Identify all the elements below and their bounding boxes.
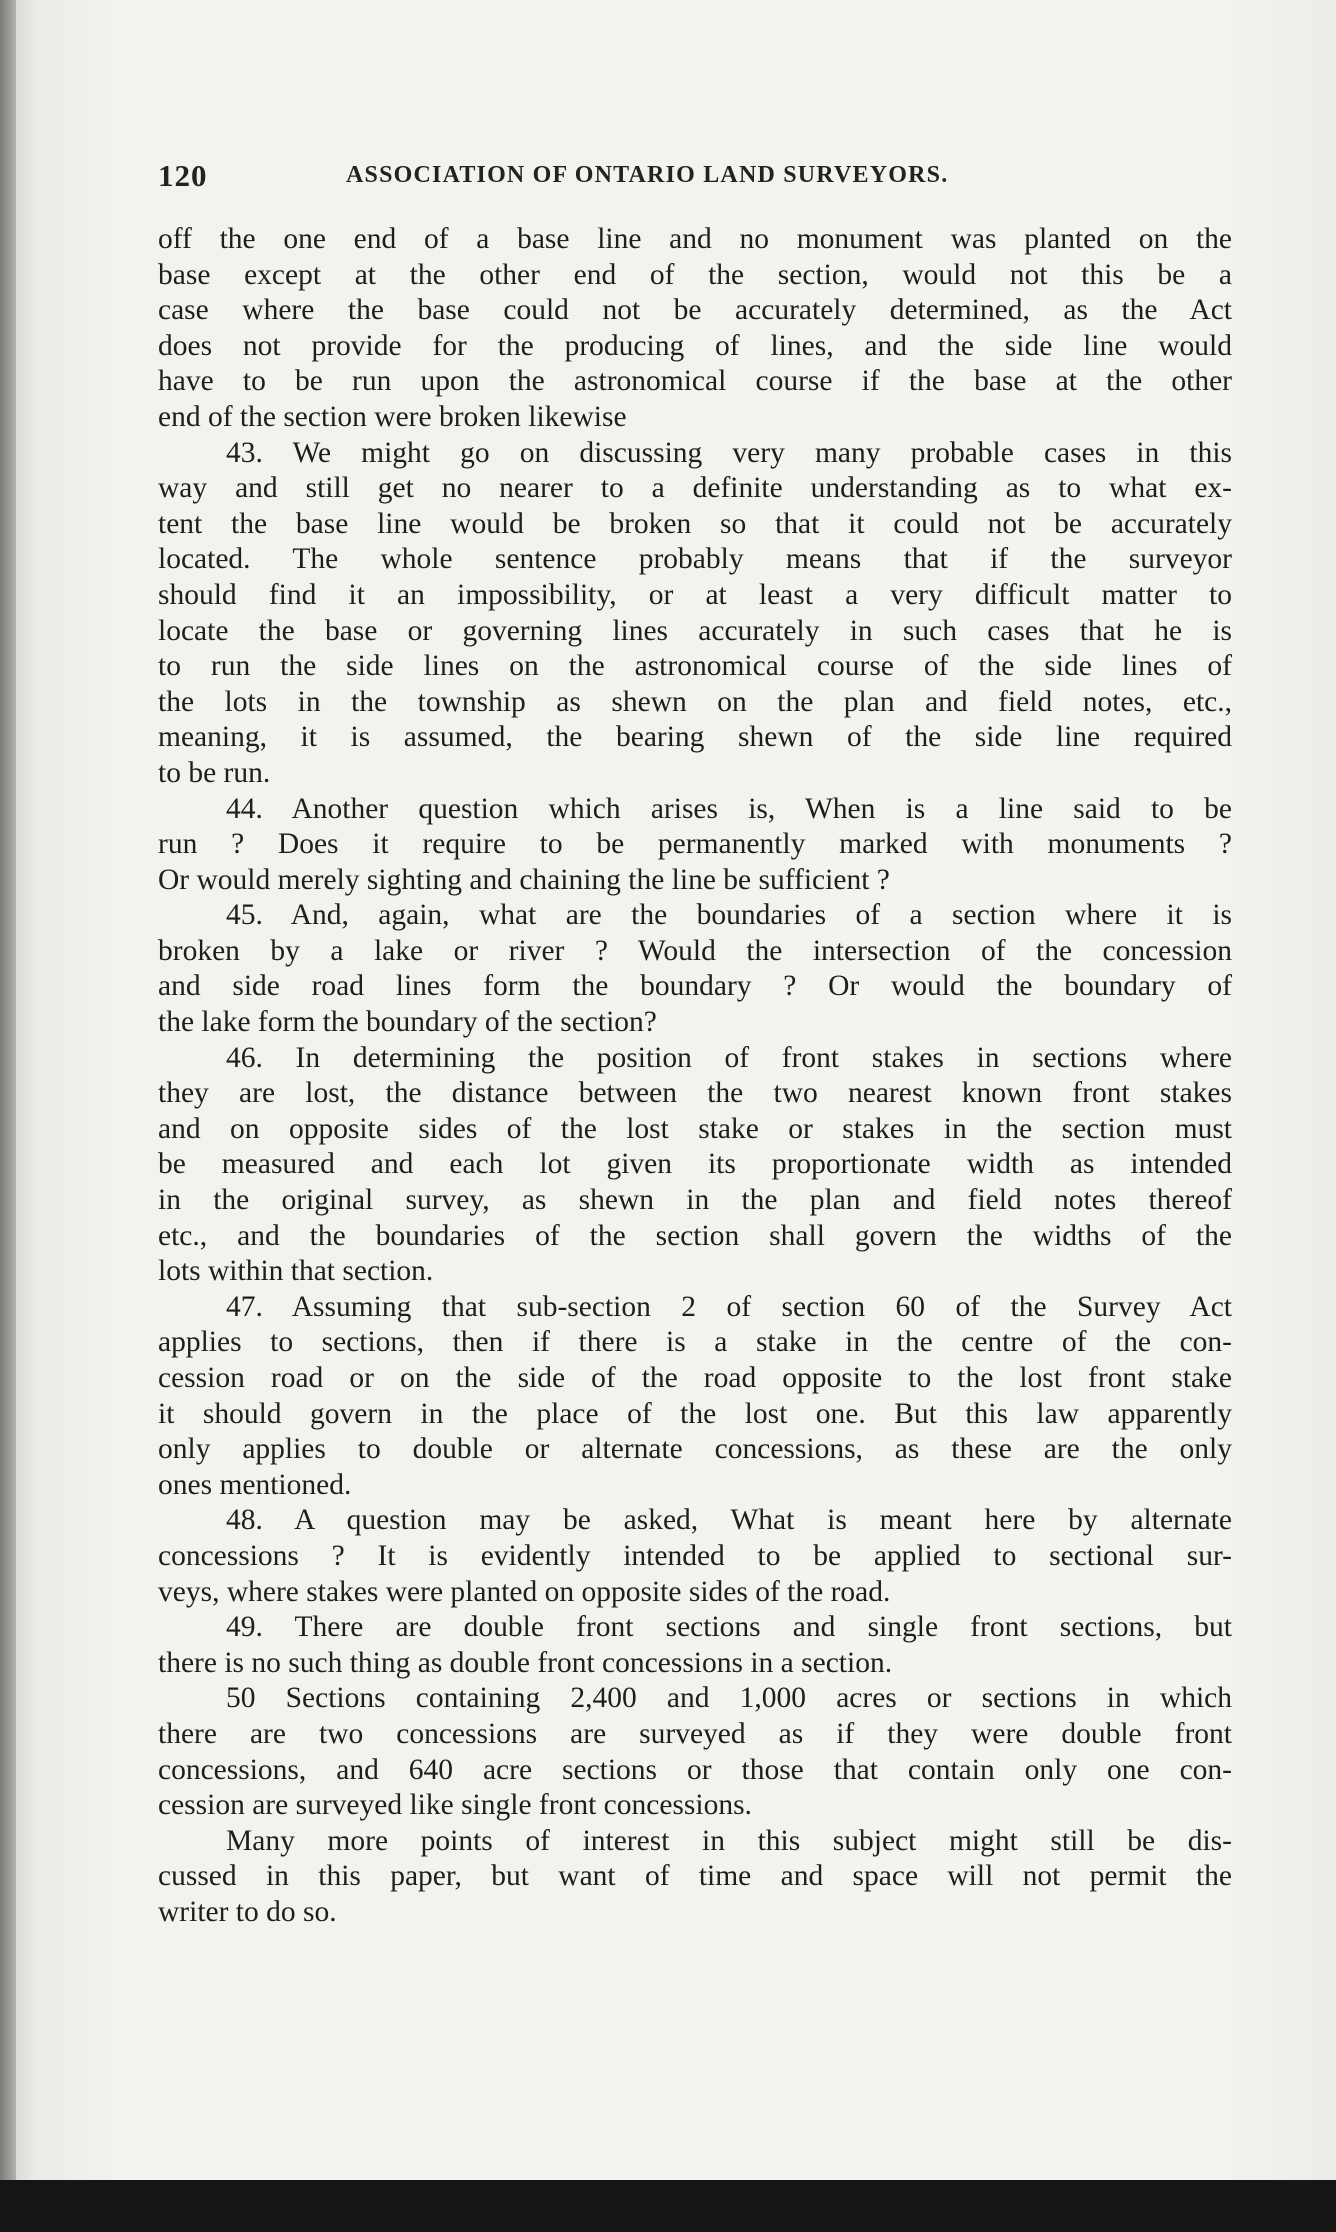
text-line: cession road or on the side of the road opposite to the lost front stake — [158, 1362, 1232, 1394]
text-line: concessions ? It is evidently intended to be applied to sectional sur- — [158, 1539, 1232, 1572]
text-line: tent the base line would be broken so that it could not be accurately — [158, 507, 1232, 540]
text-line: broken by a lake or river ? Would the intersection of the concession — [158, 934, 1232, 967]
text-line: case where the base could not be accurately determined, as the Act — [158, 294, 1232, 327]
scan-bottom-shadow — [0, 2180, 1336, 2232]
text-line: only applies to double or alternate concessions, as these are the only — [158, 1433, 1232, 1466]
text-line: be measured and each lot given its proportionate width as intended — [158, 1148, 1232, 1181]
text-line: and side road lines form the boundary ? Or would the boundary of — [158, 970, 1232, 1003]
paragraph-intro — [158, 222, 1232, 436]
paragraph-48 — [158, 1503, 1232, 1610]
text-line: Or would merely sighting and chaining the line be sufficient ? — [158, 863, 890, 896]
text-line: in the original survey, as shewn in the plan and field notes thereof — [158, 1184, 1232, 1217]
paragraph-49 — [158, 1610, 1232, 1681]
text-line: Many more points of interest in this subject might still be dis- — [226, 1824, 1232, 1857]
text-line: 45. And, again, what are the boundaries of a section where it is — [226, 899, 1232, 932]
text-line: and on opposite sides of the lost stake or stakes in the section must — [158, 1112, 1232, 1145]
text-line: end of the section were broken likewise — [158, 400, 627, 433]
text-line: run ? Does it require to be permanently marked with monuments ? — [158, 828, 1232, 861]
text-line: located. The whole sentence probably means that if the surveyor — [158, 543, 1232, 576]
text-line: concessions, and 640 acre sections or those that contain only one con- — [158, 1753, 1232, 1786]
paragraph-conclusion — [158, 1824, 1232, 1931]
text-line: locate the base or governing lines accurately in such cases that he is — [158, 614, 1232, 647]
paragraph-45 — [158, 898, 1232, 1040]
paragraph-43 — [158, 436, 1232, 792]
text-line: applies to sections, then if there is a stake in the centre of the con- — [158, 1326, 1232, 1359]
text-line: writer to do so. — [158, 1895, 337, 1928]
text-line: have to be run upon the astronomical course if the base at the other — [158, 365, 1232, 398]
text-line: ones mentioned. — [158, 1468, 352, 1501]
text-line: etc., and the boundaries of the section shall govern the widths of the — [158, 1219, 1232, 1252]
text-line: it should govern in the place of the lost one. But this law apparently — [158, 1397, 1232, 1430]
text-line: cession are surveyed like single front concessions. — [158, 1789, 752, 1822]
text-line: to be run. — [158, 756, 271, 789]
page-number: 120 — [158, 158, 208, 193]
text-line: 44. Another question which arises is, When is a line said to be — [226, 792, 1232, 825]
text-line: the lots in the township as shewn on the plan and field notes, etc., — [158, 685, 1232, 718]
text-line: 46. In determining the position of front stakes in sections where — [226, 1041, 1232, 1074]
text-line: lots within that section. — [158, 1255, 434, 1288]
text-line: 43. We might go on discussing very many probable cases in this — [226, 436, 1232, 469]
page-header — [158, 158, 1238, 198]
text-line: way and still get no nearer to a definite understanding as to what ex- — [158, 472, 1232, 505]
text-line: they are lost, the distance between the two nearest known front stakes — [158, 1077, 1232, 1110]
paragraph-44 — [158, 792, 1232, 899]
text-line: cussed in this paper, but want of time and space will not permit the — [158, 1860, 1232, 1893]
text-line: 50 Sections containing 2,400 and 1,000 acres or sections in which — [226, 1682, 1232, 1715]
text-line: 48. A question may be asked, What is meant here by alternate — [226, 1504, 1232, 1537]
binding-edge — [0, 0, 16, 2180]
text-line: the lake form the boundary of the section? — [158, 1006, 657, 1039]
text-line: 49. There are double front sections and single front sections, but — [226, 1611, 1232, 1644]
text-line: base except at the other end of the section, would not this be a — [158, 258, 1232, 291]
text-line: there is no such thing as double front concessions in a section. — [158, 1646, 893, 1679]
text-line: off the one end of a base line and no monument was planted on the — [158, 223, 1232, 255]
paragraph-46 — [158, 1041, 1232, 1290]
text-line: 47. Assuming that sub-section 2 of section 60 of the Survey Act — [226, 1290, 1232, 1323]
running-head: ASSOCIATION OF ONTARIO LAND SURVEYORS. — [346, 162, 949, 188]
paragraph-47 — [158, 1290, 1232, 1504]
text-line: meaning, it is assumed, the bearing shewn of the side line required — [158, 721, 1232, 754]
paragraph-50 — [158, 1681, 1232, 1823]
text-line: to run the side lines on the astronomical course of the side lines of — [158, 650, 1232, 683]
text-line: veys, where stakes were planted on opposite sides of the road. — [158, 1575, 891, 1608]
text-line: does not provide for the producing of lines, and the side line would — [158, 329, 1232, 362]
text-line: should find it an impossibility, or at least a very difficult matter to — [158, 578, 1232, 611]
body-text — [158, 222, 1232, 1931]
text-line: there are two concessions are surveyed as if they were double front — [158, 1717, 1232, 1750]
